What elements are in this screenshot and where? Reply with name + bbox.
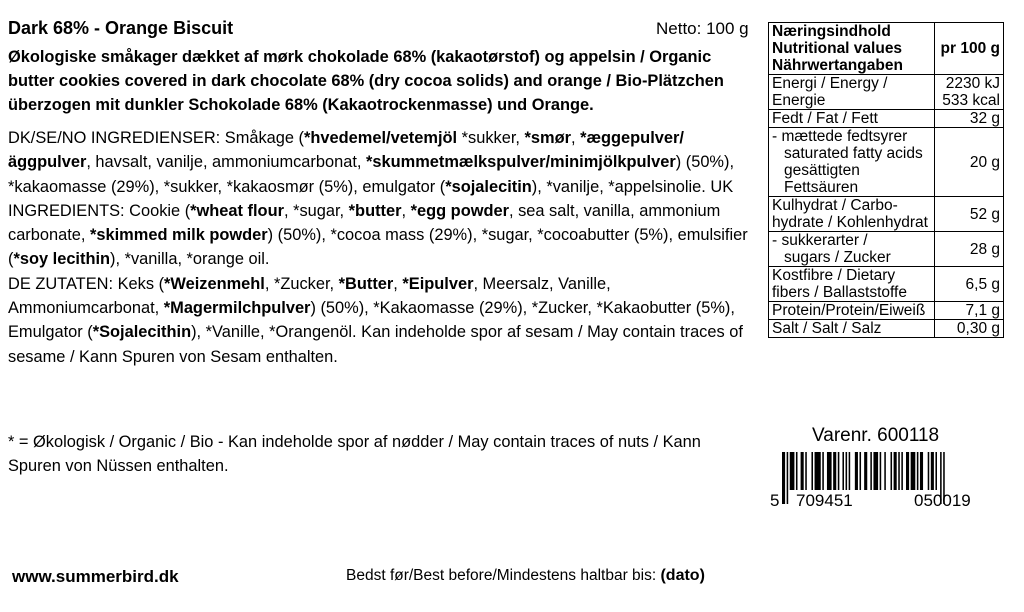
barcode-bar <box>849 452 851 490</box>
nutrition-value-line: 28 g <box>969 240 1000 258</box>
allergen-ingredient: *smør <box>524 129 571 147</box>
barcode-bar <box>860 452 862 490</box>
ingredient-text: ), *vanilje, *appelsinolie. UK INGREDIENTS: Cookie ( <box>8 177 734 220</box>
nutrition-header-line: Næringsindhold <box>772 23 891 40</box>
allergen-ingredient: *butter <box>348 201 402 220</box>
nutrition-value <box>935 197 1004 232</box>
nutrition-label <box>769 267 935 302</box>
nutrition-label-line: - mættede fedtsyrer <box>772 128 908 145</box>
barcode-bar <box>796 452 798 490</box>
nutrition-value <box>935 110 1004 128</box>
ingredient-text: , <box>401 201 411 220</box>
barcode-bar <box>894 452 897 490</box>
barcode-bar <box>801 452 804 490</box>
nutrition-header-label <box>769 23 935 75</box>
allergen-ingredient: *wheat flour <box>190 201 284 220</box>
allergen-ingredient: *soy lecithin <box>13 250 111 269</box>
item-number: Varenr. 600118 <box>812 425 940 446</box>
nutrition-value-line: 32 g <box>969 110 1000 127</box>
ingredient-text: ) (50%), *cocoa mass (29%), *sugar, *cocoabutter (5%), emulsifier ( <box>8 226 748 269</box>
nutrition-label <box>769 320 935 338</box>
barcode-bar <box>833 452 836 490</box>
allergen-ingredient: *hvedemel/vetemjöl <box>304 129 458 147</box>
nutrition-header-row <box>769 23 1004 75</box>
nutrition-row <box>769 302 1004 320</box>
allergen-ingredient: *Sojalecithin <box>92 323 192 342</box>
barcode-bar <box>891 452 893 490</box>
nutrition-value <box>935 232 1004 267</box>
barcode-bar <box>864 452 867 490</box>
net-weight: Netto: 100 g <box>656 19 749 38</box>
nutrition-label <box>769 110 935 128</box>
barcode-bar <box>870 452 872 490</box>
nutrition-value-line: 52 g <box>969 205 1000 223</box>
nutrition-value <box>935 128 1004 197</box>
nutrition-row <box>769 232 1004 267</box>
nutrition-label-line: gesättigten Fettsäuren <box>784 162 860 196</box>
nutrition-row <box>769 197 1004 232</box>
nutrition-table <box>768 22 1004 338</box>
nutrition-label-line: sugars / Zucker <box>784 249 891 266</box>
ingredient-text: ), *vanilla, *orange oil. <box>110 250 270 269</box>
ingredient-text: ) (50%), *Kakaomasse (29%), *Zucker, *Kakaobutter (5%), Emulgator ( <box>8 299 735 342</box>
barcode-bar <box>811 452 813 490</box>
allergen-ingredient: *Magermilchpulver <box>163 299 311 318</box>
barcode-bar <box>880 452 882 490</box>
nutrition-label-line: - sukkerarter / <box>772 232 868 249</box>
barcode-bar <box>838 452 840 490</box>
nutrition-label <box>769 197 935 232</box>
nutrition-row <box>769 75 1004 110</box>
allergen-ingredient: *æggepulver/äggpulver <box>8 129 684 172</box>
barcode-bar <box>827 452 832 490</box>
ean-barcode <box>768 450 1006 510</box>
ingredient-text: DK/SE/NO INGREDIENSER: Småkage ( <box>8 129 305 147</box>
barcode-bar <box>855 452 858 490</box>
nutrition-value <box>935 75 1004 110</box>
nutrition-label <box>769 128 935 197</box>
ingredient-text: *sukker, <box>457 129 525 147</box>
allergen-ingredient: *sojalecitin <box>445 177 532 196</box>
allergen-ingredient: *Eipulver <box>402 274 474 293</box>
barcode-bar <box>906 452 909 490</box>
barcode-bar <box>815 452 821 490</box>
nutrition-label-line: Kostfibre / Dietary <box>772 267 896 284</box>
nutrition-label-line: fibers / Ballaststoffe <box>772 284 907 301</box>
barcode-left-digits: 709451 <box>796 491 853 510</box>
ingredient-text: ), *Vanille, *Orangenöl. Kan indeholde spor af sesam / May contain traces of sesame / Kann Spuren von Sesam enthalten. <box>8 323 743 366</box>
barcode-bar <box>920 452 923 490</box>
nutrition-value-line: 533 kcal <box>942 92 1000 109</box>
nutrition-value <box>935 320 1004 338</box>
nutrition-label-line: Energi / Energy / <box>772 75 888 92</box>
nutrition-label-line: hydrate / Kohlenhydrat <box>772 214 928 231</box>
ingredients-de <box>8 272 758 369</box>
nutrition-row <box>769 128 1004 197</box>
barcode-bar <box>822 452 824 490</box>
nutrition-row <box>769 110 1004 128</box>
barcode-right-digits: 050019 <box>914 491 971 510</box>
nutrition-label-line: Protein/Protein/Eiweiß <box>772 302 926 319</box>
nutrition-header-line: Nutritional values <box>772 40 903 57</box>
barcode-bar <box>898 452 900 490</box>
allergen-ingredient: *skimmed milk powder <box>90 226 268 245</box>
product-description: Økologiske småkager dækket af mørk chokolade 68% (kakaotørstof) og appelsin / Organic butter cookies covered in dark chocolate 68% (dry cocoa solids) and orange / Bio-Plätzchen überzogen mit dunkler Schokolade 68% (Kakaotrockenmasse) und Orange. <box>8 48 724 114</box>
nutrition-row <box>769 267 1004 302</box>
barcode-first-digit: 5 <box>770 491 780 510</box>
barcode-bar <box>911 452 916 490</box>
barcode-bar <box>805 452 807 490</box>
nutrition-label <box>769 75 935 110</box>
nutrition-value-line: 6,5 g <box>965 275 1000 293</box>
organic-footnote: * = Økologisk / Organic / Bio - Kan indeholde spor af nødder / May contain traces of nuts / Kann Spuren von Nüssen enthalten. <box>8 433 701 475</box>
barcode-bar <box>787 452 789 504</box>
nutrition-label <box>769 302 935 320</box>
barcode-bar <box>931 452 934 490</box>
allergen-ingredient: *skummetmælkspulver/minimjölkpulver <box>366 153 676 172</box>
website-url[interactable]: www.summerbird.dk <box>12 567 179 586</box>
nutrition-label <box>769 232 935 267</box>
barcode-bar <box>928 452 930 490</box>
barcode-bar <box>873 452 878 490</box>
barcode-bar <box>782 452 785 504</box>
nutrition-value-line: 7,1 g <box>965 302 1000 319</box>
nutrition-label-line: Kulhydrat / Carbo- <box>772 197 898 214</box>
nutrition-header-line: Nährwertangaben <box>772 57 903 74</box>
nutrition-value <box>935 302 1004 320</box>
nutrition-label-line: saturated fatty acids <box>784 145 923 162</box>
ingredient-text: DE ZUTATEN: Keks ( <box>8 274 165 293</box>
ingredient-text: , Meersalz, Vanille, Ammoniumcarbonat, <box>8 274 611 318</box>
barcode-bar <box>935 452 937 490</box>
nutrition-value-line: 20 g <box>969 153 1000 171</box>
nutrition-label-line: Fedt / Fat / Fett <box>772 110 878 127</box>
nutrition-header-per: pr 100 g <box>935 23 1004 75</box>
best-before-value: (dato) <box>660 567 705 584</box>
ingredient-text: , havsalt, vanilje, ammoniumcarbonat, <box>86 153 367 172</box>
best-before-label: Bedst før/Best before/Mindestens haltbar bis: <box>346 567 661 584</box>
ingredients-block <box>8 126 758 369</box>
barcode-bar <box>901 452 903 490</box>
barcode-bar <box>884 452 886 490</box>
allergen-ingredient: *Butter <box>338 274 394 293</box>
nutrition-value-line: 0,30 g <box>956 320 1000 337</box>
nutrition-value <box>935 267 1004 302</box>
ingredients-dk-se-no-uk <box>8 126 758 272</box>
ingredient-text: ) (50%), *kakaomasse (29%), *sukker, *kakaosmør (5%), emulgator ( <box>8 153 735 196</box>
ingredient-text: , <box>570 129 581 147</box>
barcode-bar <box>790 452 795 490</box>
allergen-ingredient: *Weizenmehl <box>164 274 265 293</box>
barcode-bar <box>917 452 919 490</box>
ingredient-text: , *sugar, <box>283 201 349 220</box>
barcode-bar <box>846 452 848 490</box>
nutrition-label-line: Energie <box>772 92 826 109</box>
best-before <box>346 567 705 585</box>
product-title: Dark 68% - Orange Biscuit <box>8 18 234 38</box>
ingredient-text: , <box>393 274 403 293</box>
nutrition-value-line: 2230 kJ <box>945 75 1000 92</box>
nutrition-row <box>769 320 1004 338</box>
ingredient-text: , *Zucker, <box>264 274 339 293</box>
ingredient-text: , sea salt, vanilla, ammonium carbonate, <box>8 201 721 245</box>
barcode-bar <box>842 452 844 490</box>
nutrition-label-line: Salt / Salt / Salz <box>772 320 882 337</box>
allergen-ingredient: *egg powder <box>410 201 509 220</box>
